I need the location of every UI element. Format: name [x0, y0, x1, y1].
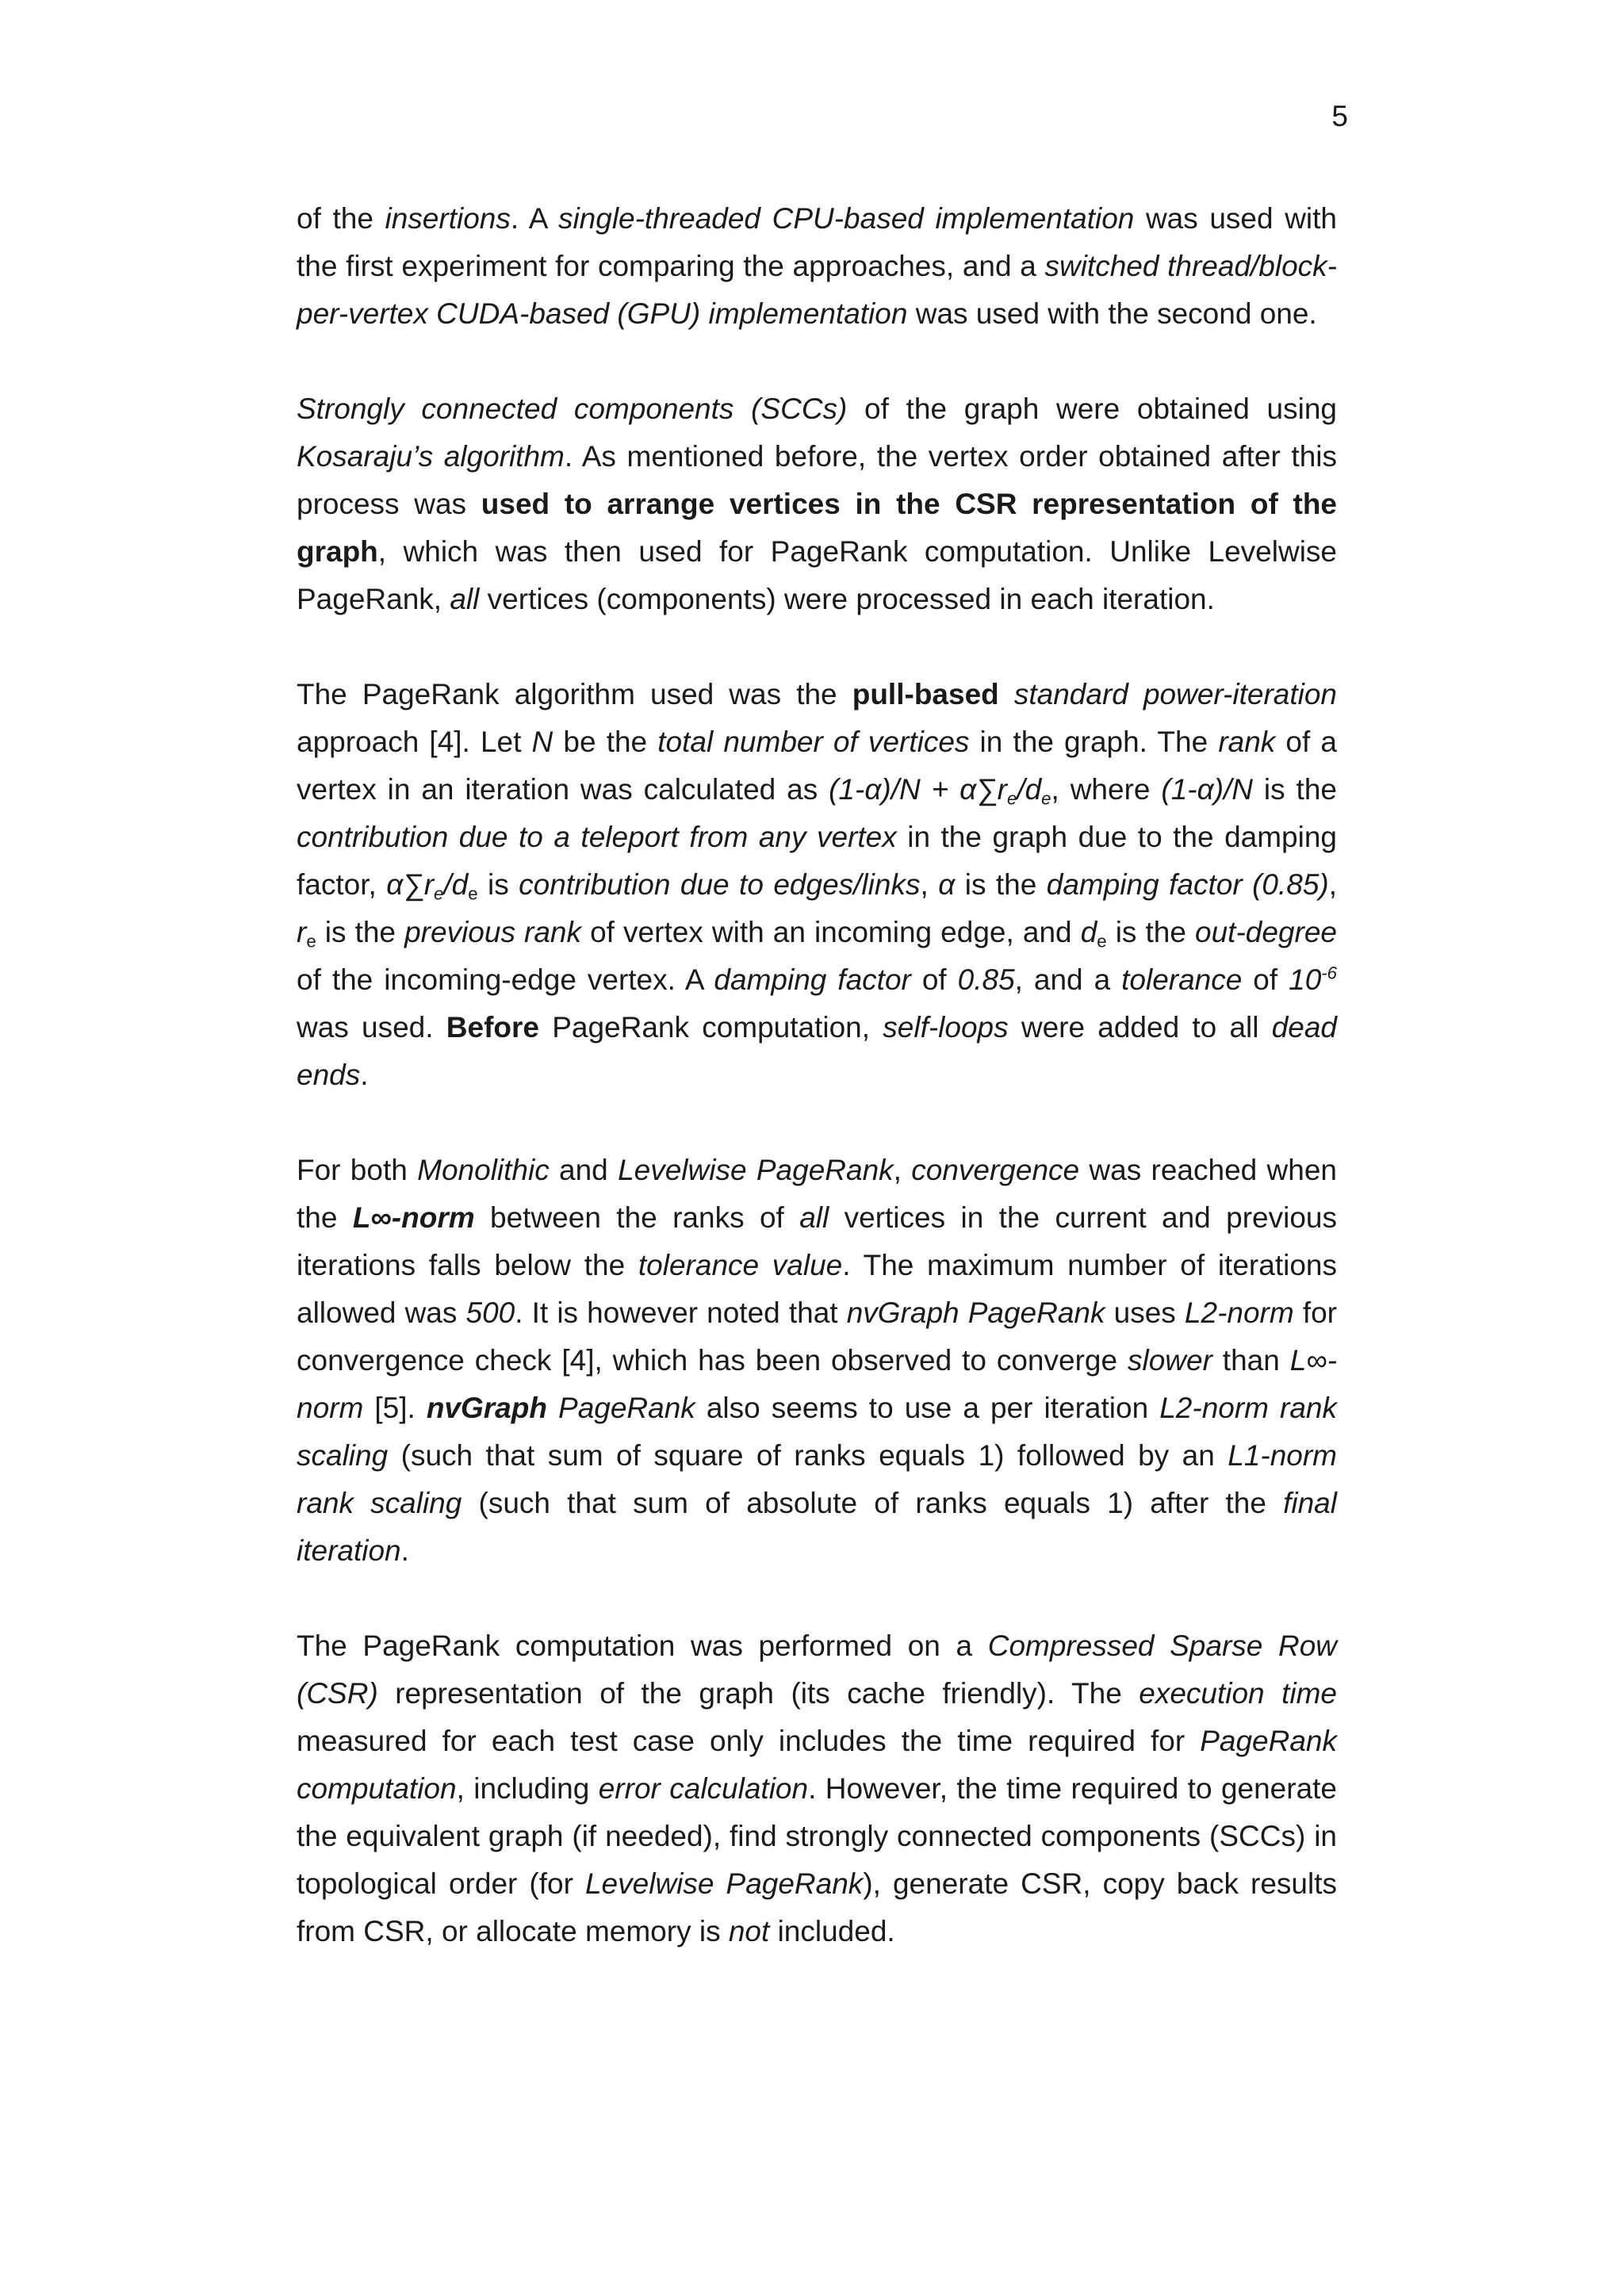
- text-run: is the: [1253, 773, 1337, 806]
- text-run: damping factor (0.85): [1046, 868, 1329, 901]
- text-run: α: [938, 868, 956, 901]
- text-run: The PageRank algorithm used was the: [297, 678, 852, 710]
- text-run: approach [4]. Let: [297, 726, 532, 758]
- text-run: previous rank: [404, 916, 582, 948]
- text-run: be the: [553, 726, 658, 758]
- text-run: e: [434, 883, 444, 904]
- body-text: [297, 195, 1337, 1955]
- text-run: pull-based: [852, 678, 999, 710]
- text-run: measured for each test case only includes the time required for: [297, 1725, 1201, 1757]
- text-run: uses: [1105, 1296, 1185, 1329]
- text-run: single-threaded CPU-based implementation: [557, 202, 1135, 235]
- text-run: Before: [446, 1011, 539, 1044]
- text-run: L2-norm rank scaling: [297, 1392, 1338, 1472]
- text-run: [999, 678, 1014, 710]
- text-run: is the: [955, 868, 1047, 901]
- text-run: L1-norm rank scaling: [297, 1439, 1337, 1519]
- text-run: tolerance value: [638, 1249, 843, 1281]
- text-run: , including: [456, 1772, 599, 1805]
- text-run: of the: [297, 202, 385, 235]
- text-run: also seems to use a per iteration: [695, 1392, 1160, 1424]
- text-run: representation of the graph (its cache friendly). The: [377, 1677, 1139, 1710]
- text-run: .: [360, 1059, 369, 1091]
- text-run: nvGraph PageRank: [846, 1296, 1105, 1329]
- text-run: e: [1006, 788, 1017, 809]
- text-run: d: [1080, 916, 1097, 948]
- text-run: (1-α)/N + α∑r: [829, 773, 1007, 806]
- text-run: execution time: [1139, 1677, 1337, 1710]
- text-run: is the: [316, 916, 405, 948]
- paragraph-pagerank-algorithm: [297, 671, 1337, 1099]
- text-run: all: [450, 583, 480, 615]
- text-run: N: [531, 726, 553, 758]
- text-run: standard power-iteration: [1013, 678, 1337, 710]
- text-run: vertices in the current and previous iterations falls below the: [297, 1201, 1337, 1281]
- text-run: of the graph were obtained using: [847, 393, 1337, 425]
- text-run: e: [468, 883, 478, 904]
- text-run: The PageRank computation was performed on a: [297, 1630, 988, 1662]
- text-run: PageRank computation,: [538, 1011, 883, 1044]
- text-run: dead ends: [297, 1011, 1338, 1091]
- text-run: in the graph. The: [969, 726, 1219, 758]
- text-run: . The maximum number of iterations allowed was: [297, 1249, 1337, 1329]
- text-run: , which was then used for PageRank computation. Unlike Levelwise PageRank,: [297, 535, 1337, 615]
- text-run: PageRank: [558, 1392, 695, 1424]
- text-run: nvGraph: [426, 1392, 547, 1424]
- text-run: was used with the second one.: [907, 297, 1317, 330]
- text-run: ,: [920, 868, 939, 901]
- text-run: , where: [1051, 773, 1162, 806]
- text-run: Levelwise PageRank: [584, 1867, 864, 1900]
- text-run: tolerance: [1121, 963, 1243, 996]
- text-run: 500: [465, 1296, 515, 1329]
- text-run: not: [728, 1915, 770, 1947]
- text-run: Strongly connected components (SCCs): [297, 393, 848, 425]
- text-run: . However, the time required to generate the equivalent graph (if needed), find strongly connected components (SCCs) in topological order (for: [297, 1772, 1338, 1900]
- text-run: than: [1212, 1344, 1290, 1377]
- text-run: (such that sum of absolute of ranks equals 1) after the: [462, 1487, 1284, 1519]
- text-run: included.: [769, 1915, 895, 1947]
- text-run: [547, 1392, 558, 1424]
- text-run: e: [1041, 788, 1051, 809]
- text-run: self-loops: [883, 1011, 1009, 1044]
- text-run: used to arrange vertices in the CSR representation of the graph: [297, 488, 1337, 568]
- text-run: total number of vertices: [657, 726, 970, 758]
- text-run: α∑r: [386, 868, 435, 901]
- text-run: ,: [1328, 868, 1338, 901]
- text-run: Levelwise PageRank: [618, 1154, 894, 1186]
- text-run: is: [477, 868, 519, 901]
- text-run: was reached when the: [297, 1154, 1338, 1234]
- text-run: 10: [1289, 963, 1322, 996]
- text-run: L∞-norm: [352, 1201, 475, 1234]
- text-run: final iteration: [297, 1487, 1337, 1567]
- text-run: contribution due to edges/links: [519, 868, 921, 901]
- text-run: error calculation: [598, 1772, 809, 1805]
- text-run: Kosaraju’s algorithm: [297, 440, 565, 473]
- text-run: damping factor: [714, 963, 911, 996]
- text-run: ,: [893, 1154, 912, 1186]
- text-run: e: [306, 931, 316, 952]
- text-run: /d: [443, 868, 469, 901]
- text-run: switched thread/block-per-vertex CUDA-based (GPU) implementation: [297, 250, 1338, 330]
- text-run: ), generate CSR, copy back results from CSR, or allocate memory is: [297, 1867, 1337, 1947]
- text-run: convergence: [911, 1154, 1080, 1186]
- text-run: contribution due to a teleport from any vertex: [297, 821, 897, 853]
- text-run: r: [297, 916, 307, 948]
- text-run: insertions: [385, 202, 511, 235]
- text-run: .: [400, 1534, 409, 1567]
- paragraph-methodology-implementation: [297, 195, 1337, 338]
- text-run: L2-norm: [1184, 1296, 1294, 1329]
- text-run: in the graph due to the damping factor,: [297, 821, 1337, 901]
- text-run: of a vertex in an iteration was calculated as: [297, 726, 1337, 806]
- text-run: . It is however noted that: [515, 1296, 847, 1329]
- text-run: L∞-norm: [297, 1344, 1338, 1424]
- text-run: between the ranks of: [474, 1201, 800, 1234]
- text-run: (such that sum of square of ranks equals 1) followed by an: [388, 1439, 1228, 1472]
- paragraph-csr-timing: [297, 1622, 1337, 1955]
- text-run: Monolithic: [417, 1154, 550, 1186]
- text-run: of the incoming-edge vertex. A: [297, 963, 714, 996]
- text-run: 0.85: [957, 963, 1015, 996]
- text-run: , and a: [1014, 963, 1122, 996]
- text-run: . A: [510, 202, 558, 235]
- text-run: all: [799, 1201, 829, 1234]
- text-run: is the: [1106, 916, 1196, 948]
- page-number: 5: [1331, 100, 1348, 132]
- text-run: (1-α)/N: [1161, 773, 1254, 806]
- text-run: was used.: [297, 1011, 446, 1044]
- paragraph-scc-ordering: [297, 385, 1337, 623]
- text-run: were added to all: [1008, 1011, 1272, 1044]
- text-run: -6: [1321, 963, 1338, 983]
- text-run: slower: [1127, 1344, 1212, 1377]
- text-run: for convergence check [4], which has been observed to converge: [297, 1296, 1338, 1377]
- text-run: Compressed Sparse Row (CSR): [297, 1630, 1338, 1710]
- text-run: and: [549, 1154, 619, 1186]
- text-run: was used with the first experiment for comparing the approaches, and a: [297, 202, 1337, 282]
- text-run: rank: [1218, 726, 1276, 758]
- text-run: vertices (components) were processed in each iteration.: [479, 583, 1215, 615]
- paragraph-convergence: [297, 1147, 1337, 1575]
- text-run: out-degree: [1195, 916, 1337, 948]
- text-run: For both: [297, 1154, 418, 1186]
- text-run: of vertex with an incoming edge, and: [581, 916, 1081, 948]
- text-run: . As mentioned before, the vertex order obtained after this process was: [297, 440, 1337, 520]
- text-run: of: [1242, 963, 1289, 996]
- text-run: of: [910, 963, 958, 996]
- text-run: e: [1097, 931, 1107, 952]
- text-run: /d: [1017, 773, 1042, 806]
- text-run: PageRank computation: [297, 1725, 1337, 1805]
- text-run: [5].: [363, 1392, 427, 1424]
